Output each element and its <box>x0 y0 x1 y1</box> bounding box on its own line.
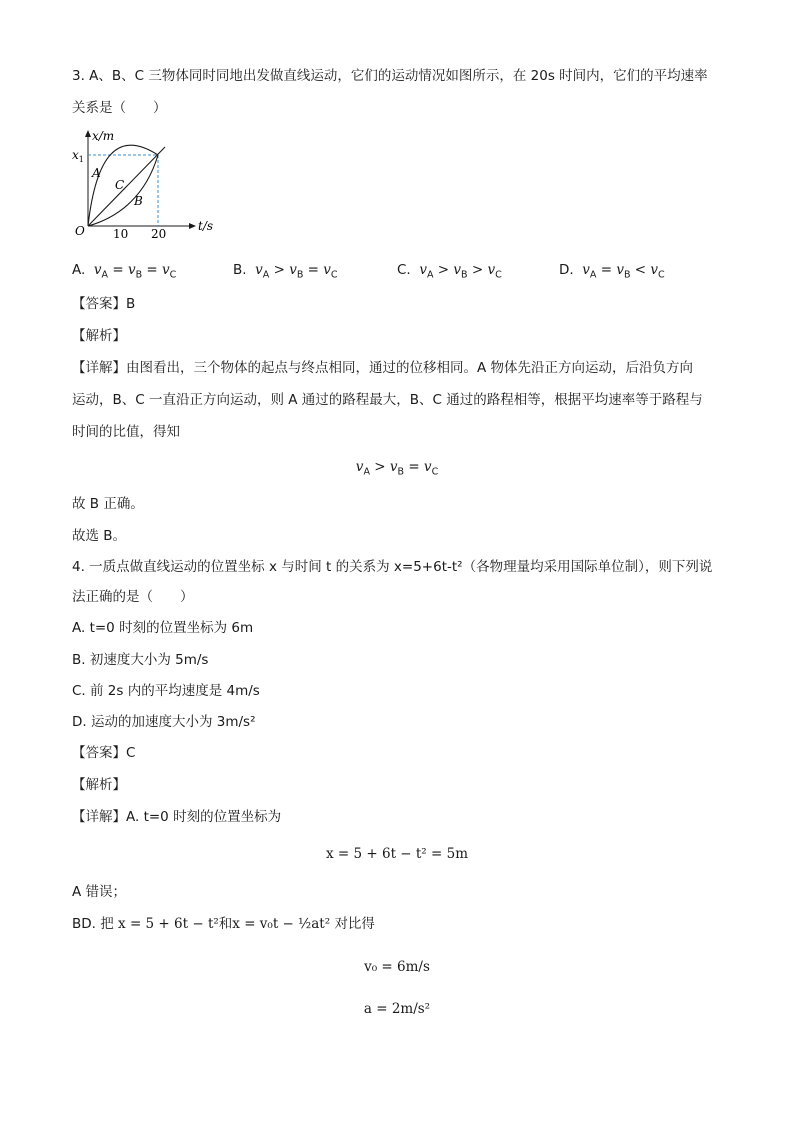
q3-conclusion2: 故选 B。 <box>72 528 127 544</box>
q3-analysis-heading: 【解析】 <box>72 328 126 344</box>
q4-equation-v0: v₀ = 6m/s <box>364 959 430 975</box>
q4-bd-comparison: BD. 把 x = 5 + 6t − t²和x = v₀t − ½at² 对比得 <box>72 916 375 932</box>
tick-20: 20 <box>151 227 167 240</box>
line-c <box>88 147 165 226</box>
q3-conclusion1: 故 B 正确。 <box>72 496 144 512</box>
q4-detail-line1: 【详解】A. t=0 时刻的位置坐标为 <box>72 809 282 825</box>
curve-label-a: A <box>92 166 101 180</box>
x-axis-arrow <box>189 223 196 229</box>
tick-10: 10 <box>113 227 129 240</box>
q4-option-c: C. 前 2s 内的平均速度是 4m/s <box>72 683 260 699</box>
curve-label-b: B <box>134 194 143 208</box>
q4-analysis-heading: 【解析】 <box>72 777 126 793</box>
q4-stem-line1: 4. 一质点做直线运动的位置坐标 x 与时间 t 的关系为 x=5+6t-t²（各物理量均采用国际单位制），则下列说 <box>72 559 713 575</box>
q4-stem-line2: 法正确的是（ ） <box>72 589 194 605</box>
q3-answer: 【答案】B <box>72 296 136 312</box>
origin-label: O <box>75 224 85 238</box>
q4-answer: 【答案】C <box>72 745 136 761</box>
q3-result-equation: $v_A > v_B = v_C$ <box>355 459 439 478</box>
q3-stem-line2: 关系是（ ） <box>72 100 167 116</box>
q3-option-b: B. $v_A > v_B = v_C$ <box>233 262 338 281</box>
y-axis-arrow <box>85 130 91 137</box>
q4-option-a: A. t=0 时刻的位置坐标为 6m <box>72 620 254 636</box>
q3-detail-line1: 【详解】由图看出，三个物体的起点与终点相同，通过的位移相同。A 物体先沿正方向运动，后沿负方向 <box>72 360 694 376</box>
q4-a-wrong: A 错误； <box>72 884 127 900</box>
curve-label-c: C <box>115 178 125 192</box>
bd-expr1: x = 5 + 6t − t² <box>118 916 219 932</box>
bd-expr2: x = v₀t − ½at² <box>232 916 331 932</box>
q4-equation-a: a = 2m/s² <box>363 1001 431 1017</box>
q4-equation-position: x = 5 + 6t − t² = 5m <box>325 846 469 862</box>
q3-option-d: D. $v_A = v_B < v_C$ <box>559 262 665 281</box>
q3-detail-line3: 时间的比值，得知 <box>72 424 180 440</box>
q3-position-time-graph <box>70 125 220 240</box>
q3-detail-line2: 运动，B、C 一直沿正方向运动，则 A 通过的路程最大，B、C 通过的路程相等，根据平均速率等于路程与 <box>72 392 703 408</box>
q3-option-a: A. $v_A = v_B = v_C$ <box>72 262 177 281</box>
q4-option-b: B. 初速度大小为 5m/s <box>72 652 209 668</box>
x1-label: $x_1$ <box>72 148 84 164</box>
q3-option-c: C. $v_A > v_B > v_C$ <box>397 262 502 281</box>
y-axis-label: x/m <box>92 129 115 143</box>
q3-stem-line1: 3. A、B、C 三物体同时同地出发做直线运动，它们的运动情况如图所示，在 20s 时间内，它们的平均速率 <box>72 68 708 84</box>
x-axis-label: t/s <box>198 219 214 233</box>
q4-option-d: D. 运动的加速度大小为 3m/s² <box>72 714 256 730</box>
